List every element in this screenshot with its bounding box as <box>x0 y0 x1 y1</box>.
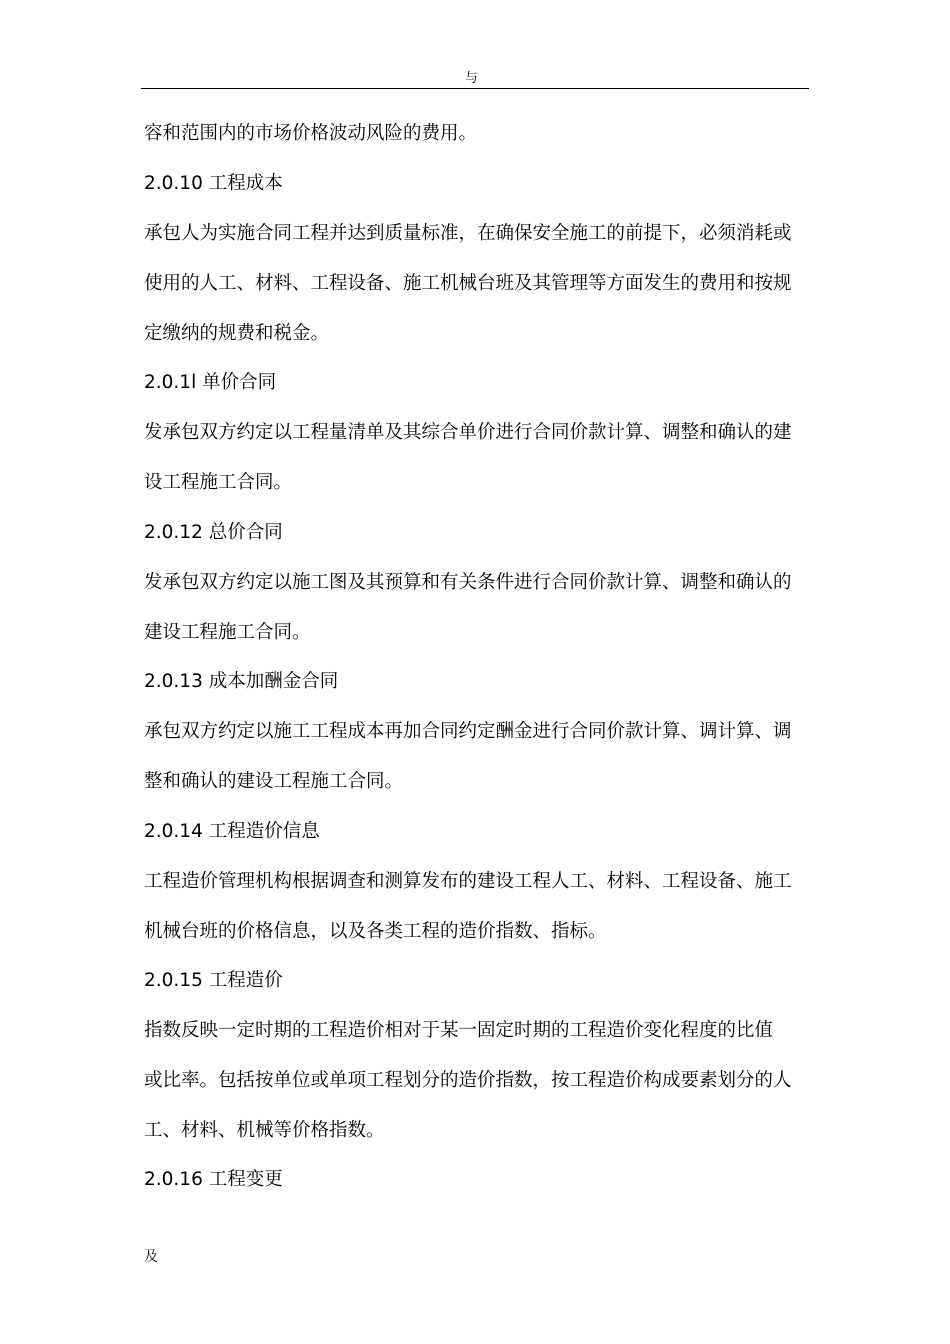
section-heading: 2.0.10 工程成本 <box>144 173 283 194</box>
section-heading: 2.0.15 工程造价 <box>144 970 283 991</box>
section-heading: 2.0.1l 单价合同 <box>144 372 277 393</box>
section-heading: 2.0.13 成本加酬金合同 <box>144 671 339 692</box>
body-text-line: 承包人为实施合同工程并达到质量标准，在确保安全施工的前提下，必须消耗或 <box>144 223 792 244</box>
section-heading: 2.0.12 总价合同 <box>144 522 283 543</box>
section-heading: 2.0.16 工程变更 <box>144 1169 283 1190</box>
header-rule <box>141 88 809 89</box>
body-text-line: 承包双方约定以施工工程成本再加合同约定酬金进行合同价款计算、调计算、调 <box>144 721 792 742</box>
body-text-line: 发承包双方约定以施工图及其预算和有关条件进行合同价款计算、调整和确认的 <box>144 572 792 593</box>
body-text-line: 定缴纳的规费和税金。 <box>144 323 330 344</box>
body-text-line: 工程造价管理机构根据调查和测算发布的建设工程人工、材料、工程设备、施工 <box>144 871 792 892</box>
body-text-line: 建设工程施工合同。 <box>144 622 311 643</box>
body-text-line: 整和确认的建设工程施工合同。 <box>144 771 404 792</box>
body-text-line: 设工程施工合同。 <box>144 472 293 493</box>
body-text-line: 工、材料、机械等价格指数。 <box>144 1120 385 1141</box>
body-text-line: 或比率。包括按单位或单项工程划分的造价指数，按工程造价构成要素划分的人 <box>144 1070 792 1091</box>
body-text-line: 发承包双方约定以工程量清单及其综合单价进行合同价款计算、调整和确认的建 <box>144 422 792 443</box>
body-text-line: 容和范围内的市场价格波动风险的费用。 <box>144 123 478 144</box>
footer-mark: 及 <box>144 1249 158 1265</box>
section-heading: 2.0.14 工程造价信息 <box>144 821 320 842</box>
body-text-line: 机械台班的价格信息，以及各类工程的造价指数、指标。 <box>144 921 607 942</box>
header-mark: 与 <box>465 71 479 86</box>
body-text-line: 指数反映一定时期的工程造价相对于某一固定时期的工程造价变化程度的比值 <box>144 1020 774 1041</box>
body-text-line: 使用的人工、材料、工程设备、施工机械台班及其管理等方面发生的费用和按规 <box>144 273 792 294</box>
